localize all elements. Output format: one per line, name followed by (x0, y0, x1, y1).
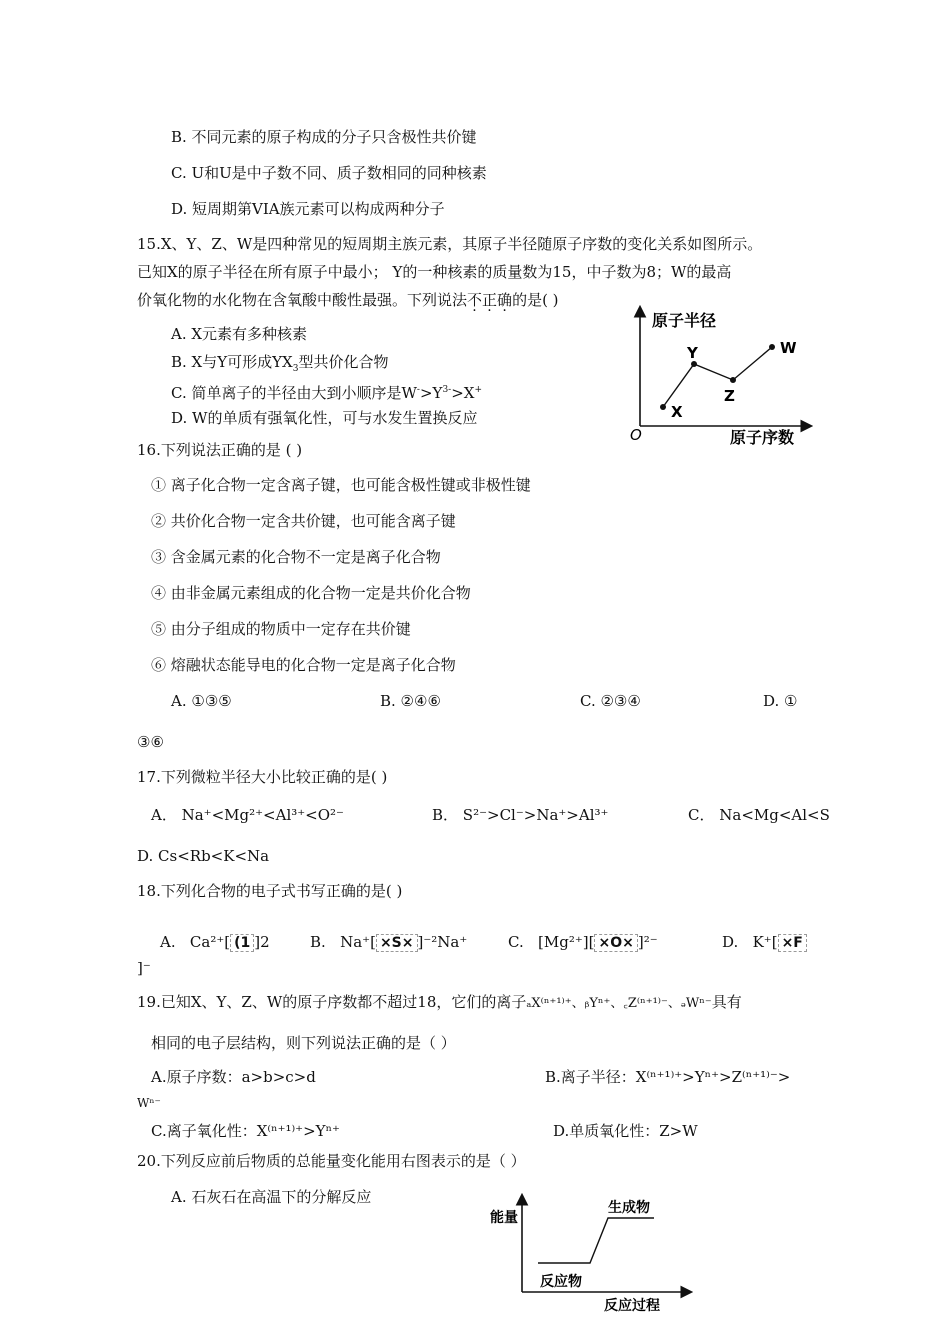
q15-option-c-mid1: >Y (419, 384, 443, 402)
q15-option-a: A. X元素有多种核素 (171, 325, 308, 343)
q15-point-w (769, 344, 775, 350)
q15-point-x-label: X (671, 403, 683, 421)
q15-option-b-tail: 型共价化合物 (298, 353, 389, 371)
q15-emphasis-3: 确 (497, 291, 513, 309)
q17-option-c: C． Na<Mg<Al<S (688, 806, 830, 824)
q18-option-d-label: D. (722, 933, 739, 951)
q15-point-z (730, 377, 736, 383)
q15-option-c-sup1: - (416, 385, 420, 395)
q15-option-b-sub: 3 (292, 364, 299, 374)
q14-option-d: D. 短周期第VIA族元素可以构成两种分子 (171, 200, 445, 218)
q17-stem: 17.下列微粒半径大小比较正确的是( ) (137, 768, 388, 786)
q20-energy-path (538, 1218, 654, 1263)
q15-option-b-text: B. X与Y可形成YX (171, 353, 293, 371)
q16-statement-1: ① 离子化合物一定含离子键，也可能含极性键或非极性键 (151, 476, 531, 494)
q15-x-label: 原子序数 (730, 428, 795, 447)
q16-statement-3: ③ 含金属元素的化合物不一定是离子化合物 (151, 548, 441, 566)
q19-stem-tail: 具有 (711, 993, 742, 1011)
q19-option-a: A.原子序数：a>b>c>d (151, 1068, 316, 1086)
q16-option-d-wrap: ③⑥ (137, 733, 164, 751)
q19-option-b: B.离子半径：X⁽ⁿ⁺¹⁾⁺>Yⁿ⁺>Z⁽ⁿ⁺¹⁾⁻> (545, 1068, 791, 1086)
q15-stem-line3 (137, 290, 559, 310)
q16-statement-6: ⑥ 熔融状态能导电的化合物一定是离子化合物 (151, 656, 456, 674)
q15-option-c-sup3: + (474, 385, 483, 395)
q14-option-c: C. U和U是中子数不同、质子数相同的同种核素 (171, 164, 487, 182)
q15-point-w-label: W (780, 339, 797, 357)
q20-reactant-label: 反应物 (540, 1274, 582, 1290)
q16-statement-5: ⑤ 由分子组成的物质中一定存在共价键 (151, 620, 411, 638)
q15-option-b (171, 352, 388, 379)
q15-emphasis-1: 不 (467, 291, 483, 309)
q15-option-c (171, 380, 482, 403)
q15-option-c-text: C. 简单离子的半径由大到小顺序是W (171, 384, 417, 402)
q15-emphasis-2: 正 (482, 291, 498, 309)
q16-statement-2: ② 共价化合物一定含共价键，也可能含离子键 (151, 512, 456, 530)
q18-option-a (160, 932, 270, 952)
q15-option-c-mid2: >X (451, 384, 475, 402)
q19-stem-text: 19.已知X、Y、Z、W的原子序数都不超过18，它们的离子 (137, 993, 527, 1011)
q18-option-a-electron-dots: (1 (230, 934, 254, 952)
q17-option-b: B． S²⁻>Cl⁻>Na⁺>Al³⁺ (432, 806, 609, 824)
q18-option-d-wrap: ]⁻ (137, 959, 151, 977)
q18-option-b-formula: Na⁺[ (340, 933, 376, 951)
q19-option-b-wrap: Wⁿ⁻ (137, 1096, 161, 1110)
q18-option-c-charge: ]²⁻ (637, 933, 658, 951)
q18-option-a-label: A. (160, 933, 176, 951)
q15-stem-line2: 已知X的原子半径在所有原子中最小； Y的一种核素的质量数为15，中子数为8；W的最高 (137, 263, 732, 281)
q20-stem: 20.下列反应前后物质的总能量变化能用右图表示的是（ ） (137, 1152, 526, 1170)
q15-origin-label: O (630, 426, 642, 444)
q16-statement-4: ④ 由非金属元素组成的化合物一定是共价化合物 (151, 584, 471, 602)
q20-x-label: 反应过程 (604, 1298, 660, 1314)
q16-option-b: B. ②④⑥ (380, 692, 441, 710)
q16-option-c: C. ②③④ (580, 692, 641, 710)
q20-option-a: A. 石灰石在高温下的分解反应 (171, 1188, 372, 1206)
q16-option-a: A. ①③⑤ (171, 692, 232, 710)
q16-stem: 16.下列说法正确的是 ( ) (137, 441, 303, 459)
q17-option-a: A． Na⁺<Mg²⁺<Al³⁺<O²⁻ (151, 806, 344, 824)
q17-option-d: D. Cs<Rb<K<Na (137, 847, 270, 865)
q20-y-label: 能量 (490, 1210, 518, 1226)
q16-option-d: D. ① (763, 692, 798, 710)
q15-option-c-sup2: 3- (442, 385, 452, 395)
q18-option-b (310, 932, 467, 952)
q18-option-c-label: C. (508, 933, 524, 951)
q15-point-y-label: Y (687, 344, 698, 362)
q18-option-b-electron-dots: ×S× (376, 934, 418, 952)
q14-option-b: B. 不同元素的原子构成的分子只含极性共价键 (171, 128, 477, 146)
q15-series-line (663, 347, 772, 407)
q15-stem-text: 价氧化物的水化物在含氧酸中酸性最强。下列说法 (137, 291, 468, 309)
q18-option-c (508, 932, 658, 952)
q19-stem-line1 (137, 992, 742, 1014)
q19-option-c: C.离子氧化性：X⁽ⁿ⁺¹⁾⁺>Yⁿ⁺ (151, 1122, 340, 1140)
q15-option-d: D. W的单质有强氧化性，可与水发生置换反应 (171, 409, 478, 427)
q18-option-d (722, 932, 807, 952)
q15-y-label: 原子半径 (652, 311, 717, 330)
q18-option-a-formula: Ca²⁺[ (189, 933, 231, 951)
q15-point-z-label: Z (724, 387, 735, 405)
q15-stem-tail: 的是( ) (512, 291, 559, 309)
q15-radius-chart (628, 300, 818, 450)
q18-option-c-formula: [Mg²⁺][ (538, 933, 595, 951)
q18-stem: 18.下列化合物的电子式书写正确的是( ) (137, 882, 403, 900)
q18-option-c-electron-dots: ×O× (594, 934, 637, 952)
q18-option-b-charge: ]⁻²Na⁺ (417, 933, 468, 951)
q19-option-d: D.单质氧化性：Z>W (553, 1122, 698, 1140)
q18-option-a-charge: ]2 (254, 933, 270, 951)
q20-energy-diagram (488, 1190, 698, 1314)
q15-point-x (660, 404, 666, 410)
q19-stem-line2: 相同的电子层结构，则下列说法正确的是（ ） (151, 1034, 456, 1052)
q15-stem-line1: 15.X、Y、Z、W是四种常见的短周期主族元素，其原子半径随原子序数的变化关系如图所示。 (137, 235, 763, 253)
q18-option-d-formula: K⁺[ (752, 933, 778, 951)
q18-option-d-electron-dots: ×F (778, 934, 807, 952)
q19-stem-ions: ₐX⁽ⁿ⁺¹⁾⁺、ᵦYⁿ⁺、꜀Z⁽ⁿ⁺¹⁾⁻、ₔWⁿ⁻ (526, 996, 712, 1011)
q20-product-label: 生成物 (608, 1200, 650, 1216)
q18-option-b-label: B. (310, 933, 326, 951)
